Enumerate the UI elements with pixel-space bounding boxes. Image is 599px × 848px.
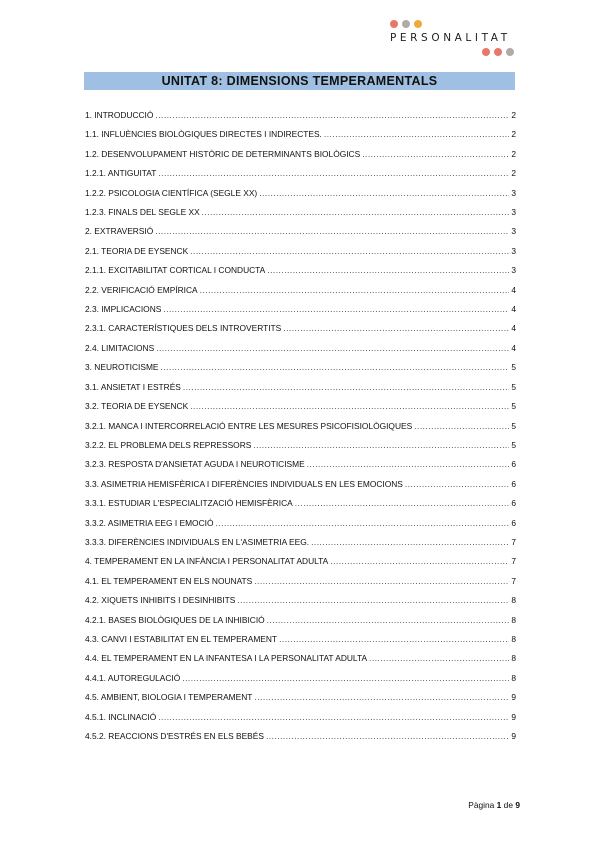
toc-entry-label: 3.3. ASIMETRIA HEMISFÈRICA I DIFERÈNCIES INDIVIDUALS EN LES EMOCIONS: [85, 478, 403, 489]
toc-entry-page: 2: [511, 168, 516, 179]
toc-entry[interactable]: [85, 304, 516, 323]
toc-entry-page: 5: [511, 401, 516, 412]
toc-dot-leader: [254, 576, 509, 586]
toc-dot-leader: [155, 226, 509, 236]
toc-entry-label: 3.1. ANSIETAT I ESTRÉS: [85, 381, 181, 392]
toc-entry[interactable]: [85, 440, 516, 459]
toc-dot-leader: [254, 692, 509, 702]
toc-entry[interactable]: [85, 459, 516, 478]
logo-dot: [506, 48, 514, 56]
unit-title: UNITAT 8: DIMENSIONS TEMPERAMENTALS: [84, 72, 515, 90]
logo-dots-bottom: [482, 48, 514, 56]
toc-entry-label: 4.3. CANVI I ESTABILITAT EN EL TEMPERAMENT: [85, 633, 278, 644]
toc-entry-label: 4. TEMPERAMENT EN LA INFÀNCIA I PERSONALITAT ADULTA: [85, 556, 329, 567]
toc-entry-page: 3: [511, 187, 516, 198]
toc-entry[interactable]: [85, 595, 516, 614]
toc-entry-page: 9: [511, 731, 516, 741]
toc-entry[interactable]: [85, 207, 516, 226]
logo-dot: [494, 48, 502, 56]
toc-entry-label: 1. INTRODUCCIÓ: [85, 110, 154, 120]
footer-of: de: [503, 800, 513, 810]
footer-current-page: 1: [496, 800, 502, 810]
toc-entry[interactable]: [85, 518, 516, 537]
toc-entry-page: 6: [511, 498, 516, 509]
toc-entry-label: 4.4.1. AUTOREGULACIÓ: [85, 672, 181, 683]
toc-dot-leader: [237, 595, 509, 605]
logo-dot: [414, 20, 422, 28]
toc-dot-leader: [161, 362, 510, 372]
toc-entry-label: 2.1.1. EXCITABILITAT CORTICAL I CONDUCTA: [85, 265, 266, 276]
toc-entry-label: 2.3. IMPLICACIONS: [85, 304, 162, 315]
logo-dots-top: [390, 20, 422, 28]
toc-entry-label: 1.2.1. ANTIGUITAT: [85, 168, 157, 179]
logo-dot: [390, 20, 398, 28]
toc-entry-label: 1.2.2. PSICOLOGIA CIENTÍFICA (SEGLE XX): [85, 187, 258, 198]
toc-entry-label: 1.1. INFLUÈNCIES BIOLÒGIQUES DIRECTES I INDIRECTES.: [85, 129, 322, 140]
toc-dot-leader: [190, 401, 509, 411]
toc-entry[interactable]: [85, 692, 516, 711]
toc-dot-leader: [267, 265, 509, 275]
toc-dot-leader: [158, 168, 509, 178]
table-of-contents: [85, 110, 516, 750]
toc-entry-page: 4: [511, 304, 516, 315]
toc-entry-page: 7: [511, 556, 516, 567]
toc-entry-label: 2.1. TEORIA DE EYSENCK: [85, 245, 189, 256]
toc-entry[interactable]: [85, 110, 516, 129]
toc-entry-page: 3: [511, 245, 516, 256]
toc-entry-page: 6: [511, 517, 516, 528]
toc-entry-label: 4.2.1. BASES BIOLÒGIQUES DE LA INHIBICIÓ: [85, 614, 265, 625]
footer-prefix: Pàgina: [468, 800, 495, 810]
toc-entry-page: 3: [511, 226, 516, 237]
toc-entry-page: 8: [511, 595, 516, 606]
toc-entry[interactable]: [85, 731, 516, 750]
toc-dot-leader: [183, 382, 509, 392]
toc-entry-label: 4.1. EL TEMPERAMENT EN ELS NOUNATS: [85, 575, 253, 586]
toc-entry[interactable]: [85, 498, 516, 517]
toc-dot-leader: [190, 246, 509, 256]
toc-dot-leader: [405, 479, 509, 489]
personalitat-logo: [390, 20, 525, 60]
toc-entry-page: 3: [511, 265, 516, 276]
toc-entry-label: 3.3.2. ASIMETRIA EEG I EMOCIÓ: [85, 517, 214, 528]
toc-dot-leader: [307, 459, 510, 469]
toc-entry[interactable]: [85, 265, 516, 284]
toc-dot-leader: [311, 537, 509, 547]
toc-entry[interactable]: [85, 188, 516, 207]
toc-dot-leader: [267, 615, 510, 625]
toc-entry-label: 1.2.3. FINALS DEL SEGLE XX: [85, 207, 200, 218]
toc-entry[interactable]: [85, 246, 516, 265]
toc-entry[interactable]: [85, 129, 516, 148]
toc-entry-label: 2.4. LIMITACIONS: [85, 342, 155, 353]
toc-entry[interactable]: [85, 634, 516, 653]
toc-entry[interactable]: [85, 362, 516, 381]
toc-entry[interactable]: [85, 285, 516, 304]
toc-entry[interactable]: [85, 479, 516, 498]
toc-entry-page: 4: [511, 342, 516, 353]
toc-entry[interactable]: [85, 673, 516, 692]
toc-entry[interactable]: [85, 226, 516, 245]
toc-entry-label: 4.2. XIQUETS INHIBITS I DESINHIBITS: [85, 595, 236, 606]
toc-dot-leader: [202, 207, 510, 217]
toc-entry-page: 7: [511, 575, 516, 586]
toc-dot-leader: [362, 149, 509, 159]
page-number-footer: [440, 800, 520, 810]
toc-dot-leader: [295, 498, 510, 508]
toc-dot-leader: [155, 110, 509, 120]
toc-dot-leader: [156, 343, 509, 353]
toc-dot-leader: [266, 731, 509, 741]
toc-entry[interactable]: [85, 712, 516, 731]
toc-entry-label: 1.2. DESENVOLUPAMENT HISTÒRIC DE DETERMINANTS BIOLÒGICS: [85, 148, 361, 159]
toc-entry-label: 3.2.3. RESPOSTA D'ANSIETAT AGUDA I NEUROTICISME: [85, 459, 305, 470]
toc-entry-page: 2: [511, 148, 516, 159]
toc-entry[interactable]: [85, 401, 516, 420]
toc-dot-leader: [163, 304, 509, 314]
toc-dot-leader: [283, 323, 509, 333]
toc-dot-leader: [200, 285, 510, 295]
toc-entry-label: 4.4. EL TEMPERAMENT EN LA INFANTESA I LA PERSONALITAT ADULTA: [85, 653, 368, 664]
toc-dot-leader: [182, 673, 509, 683]
toc-entry[interactable]: [85, 537, 516, 556]
toc-entry-label: 4.5. AMBIENT, BIOLOGIA I TEMPERAMENT: [85, 692, 253, 703]
toc-entry[interactable]: [85, 615, 516, 634]
toc-dot-leader: [414, 421, 509, 431]
logo-dot: [482, 48, 490, 56]
toc-entry-label: 3. NEUROTICISME: [85, 362, 159, 373]
toc-entry-label: 3.3.1. ESTUDIAR L'ESPECIALITZACIÓ HEMISFÈRICA: [85, 498, 293, 509]
toc-entry-label: 4.5.2. REACCIONS D'ESTRÉS EN ELS BEBÉS: [85, 731, 264, 741]
toc-entry[interactable]: [85, 149, 516, 168]
toc-entry-page: 5: [511, 362, 516, 373]
toc-entry[interactable]: [85, 556, 516, 575]
toc-entry-label: 3.2.2. EL PROBLEMA DELS REPRESSORS: [85, 439, 252, 450]
toc-entry[interactable]: [85, 382, 516, 401]
toc-entry-label: 3.3.3. DIFERÈNCIES INDIVIDUALS EN L'ASIMETRIA EEG.: [85, 536, 310, 547]
toc-entry-page: 8: [511, 653, 516, 664]
toc-entry-page: 6: [511, 478, 516, 489]
toc-entry-page: 2: [511, 110, 516, 120]
toc-entry[interactable]: [85, 343, 516, 362]
toc-entry-page: 5: [511, 381, 516, 392]
footer-total-pages: 9: [515, 800, 520, 810]
toc-dot-leader: [330, 556, 509, 566]
toc-dot-leader: [215, 518, 509, 528]
toc-entry-page: 5: [511, 439, 516, 450]
toc-dot-leader: [279, 634, 509, 644]
toc-entry-page: 8: [511, 614, 516, 625]
toc-entry-page: 9: [511, 692, 516, 703]
toc-entry-page: 4: [511, 284, 516, 295]
toc-entry-label: 3.2.1. MANCA I INTERCORRELACIÓ ENTRE LES MESURES PSICOFISIOLÒGIQUES: [85, 420, 413, 431]
toc-dot-leader: [158, 712, 509, 722]
toc-entry-page: 6: [511, 459, 516, 470]
toc-dot-leader: [324, 129, 509, 139]
toc-entry-label: 4.5.1. INCLINACIÓ: [85, 711, 157, 722]
logo-dot: [402, 20, 410, 28]
toc-entry[interactable]: [85, 168, 516, 187]
toc-entry-label: 2.2. VERIFICACIÓ EMPÍRICA: [85, 284, 198, 295]
toc-entry[interactable]: [85, 323, 516, 342]
toc-dot-leader: [253, 440, 509, 450]
toc-entry-page: 8: [511, 672, 516, 683]
toc-dot-leader: [259, 188, 509, 198]
toc-entry-page: 7: [511, 536, 516, 547]
toc-entry-label: 3.2. TEORIA DE EYSENCK: [85, 401, 189, 412]
toc-entry-page: 5: [511, 420, 516, 431]
toc-entry[interactable]: [85, 576, 516, 595]
toc-entry-page: 3: [511, 207, 516, 218]
toc-entry-page: 4: [511, 323, 516, 334]
toc-entry-page: 8: [511, 633, 516, 644]
toc-entry[interactable]: [85, 653, 516, 672]
toc-entry-page: 9: [511, 711, 516, 722]
toc-entry-label: 2.3.1. CARACTERÍSTIQUES DELS INTROVERTITS: [85, 323, 282, 334]
logo-wordmark: PERSONALITAT: [390, 32, 511, 44]
toc-entry-page: 2: [511, 129, 516, 140]
toc-entry-label: 2. EXTRAVERSIÓ: [85, 226, 154, 237]
toc-dot-leader: [369, 653, 509, 663]
toc-entry[interactable]: [85, 421, 516, 440]
